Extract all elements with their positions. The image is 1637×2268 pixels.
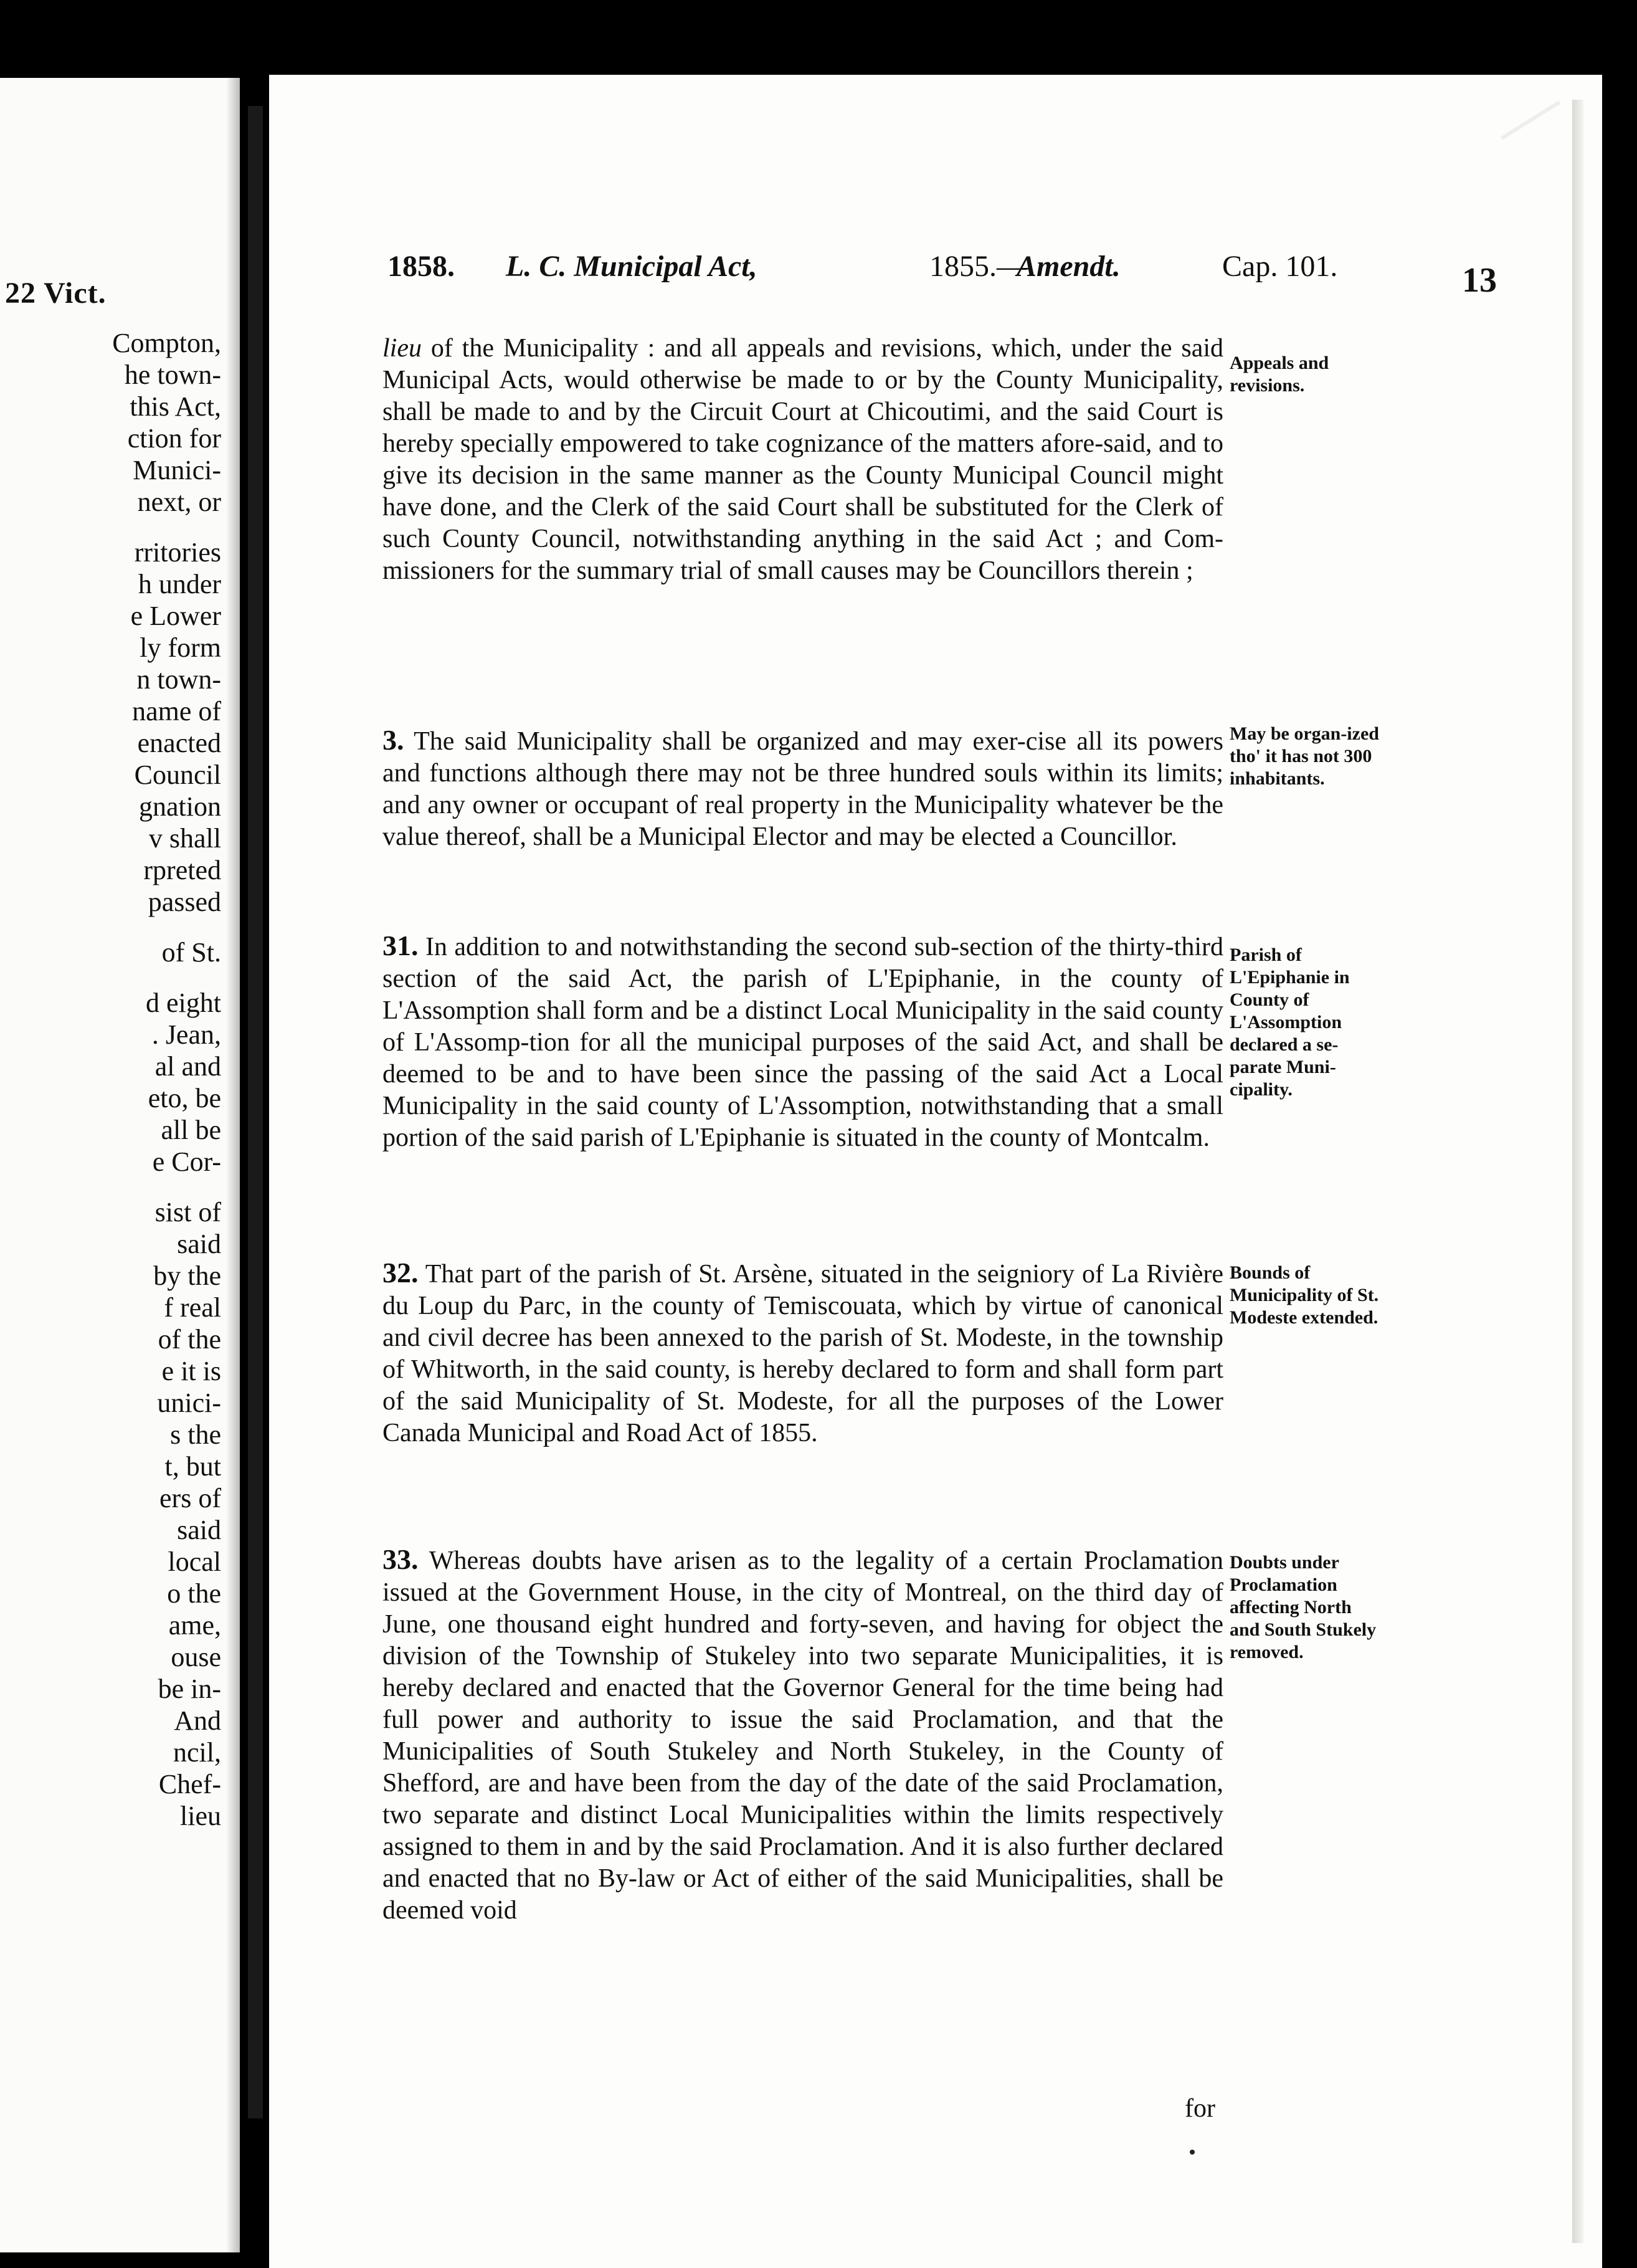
left-page-line: local: [168, 1546, 221, 1577]
margin-note-modeste: Bounds of Municipality of St. Modeste extended.: [1230, 1262, 1379, 1328]
page-edge: [1572, 100, 1583, 2243]
continuation-text: of the Municipality : and all appeals and revisions, which, under the said Municipal Acts, would otherwise be made to or by the County Municipality, shall be made to and by the Circuit Court at Chicoutimi, and the said Court is hereby specially empowered to take cognizance of the matters afore-said, and to give its decision in the same manner as the County Municipal Council might have done, and the Clerk of the said Court shall be substituted for the Clerk of such County Council, notwithstanding anything in the said Act ; and Com-missioners for the summary trial of small causes may be Councillors therein ;: [382, 334, 1223, 585]
header-year-2: 1855.—: [929, 250, 1027, 283]
left-page-line: e Lower: [130, 601, 221, 631]
left-page-line: ncil,: [173, 1737, 221, 1768]
left-page-line: v shall: [148, 823, 221, 854]
gutter-shadow: [226, 78, 240, 2252]
right-page: [269, 75, 1602, 2268]
left-page-line: all be: [161, 1115, 221, 1145]
left-page-line: ly form: [140, 632, 221, 663]
left-page-line: he town-: [124, 360, 221, 390]
page-number: 13: [1462, 261, 1497, 300]
left-page-line: rritories: [134, 537, 221, 568]
left-page-line: name of: [132, 696, 221, 727]
header-title: L. C. Municipal Act,: [506, 250, 757, 283]
section-3: [382, 698, 1223, 879]
left-page-line: passed: [148, 887, 221, 917]
left-page-line: unici-: [157, 1388, 221, 1418]
left-page-line: Compton,: [112, 328, 221, 358]
left-page-line: be in-: [158, 1674, 221, 1704]
ink-dot: [1190, 2150, 1195, 2155]
left-page-line: of the: [158, 1324, 221, 1355]
left-page-line: this Act,: [130, 391, 221, 422]
left-page-line: lieu: [180, 1801, 221, 1831]
left-page-line: ouse: [171, 1642, 221, 1672]
section-32-text: That part of the parish of St. Arsène, situated in the seigniory of La Rivière du Loup du Parc, in the county of Temiscouata, which by virtue of canonical and civil decree has been annexed to the parish of St. Modeste, in the township of Whitworth, in the said county, is hereby declared to form and shall form part of the said Municipality of St. Modeste, for all the purposes of the Lower Canada Municipal and Road Act of 1855.: [382, 1260, 1223, 1447]
left-page-line: s the: [170, 1419, 221, 1450]
left-page-line: al and: [154, 1051, 221, 1082]
page-gutter: [248, 106, 263, 2118]
left-page-line: gnation: [139, 791, 221, 822]
scan-mark: [1501, 100, 1560, 140]
left-page-line: f real: [164, 1292, 221, 1323]
left-page-line: . Jean,: [151, 1019, 221, 1050]
section-32: [382, 1231, 1223, 1475]
left-page-line: o the: [167, 1578, 221, 1609]
catchword: for: [1185, 2094, 1215, 2123]
header-amendment: Amendt.: [1017, 250, 1121, 283]
left-page-line: n town-: [136, 664, 221, 695]
section-31-number: 31.: [382, 930, 419, 961]
section-33-number: 33.: [382, 1543, 419, 1575]
left-page-line: ction for: [127, 423, 221, 454]
section-33-text: Whereas doubts have arisen as to the legality of a certain Proclamation issued at the Government House, in the city of Montreal, on the third day of June, one thousand eight hundred and forty-seven, and having for object the division of the Township of Stukeley into two separate Municipalities, it is hereby declared and enacted that the Governor General for the time being had full power and authority to issue the said Proclamation, and that the Municipalities of South Stukeley and North Stukeley, in the County of Shefford, are and have been from the day of the date of the said Proclamation, two separate and distinct Local Municipalities within the limits respectively assigned to them in and by the said Proclamation. And it is also further declared and enacted that no By-law or Act of either of the said Municipalities, shall be deemed void: [382, 1546, 1223, 1925]
running-header: [387, 249, 1497, 300]
left-page-line: eto, be: [148, 1083, 221, 1113]
left-page-line: next, or: [137, 487, 221, 517]
section-31-text: In addition to and notwithstanding the second sub-section of the thirty-third section of the said Act, the parish of L'Epiphanie, in the county of L'Assomption shall form and be a distinct Local Municipality in the said county of L'Assomp-tion for all the municipal purposes of the said Act, and shall be deemed to be and to have been since the passing of the said Act a Local Municipality in the said county of L'Assomption, notwithstanding that a small portion of the said parish of L'Epiphanie is situated in the county of Montcalm.: [382, 933, 1223, 1152]
left-page-line: d eight: [146, 988, 221, 1018]
left-page-line: sist of: [154, 1197, 221, 1227]
left-page-line: t, but: [164, 1451, 221, 1482]
left-page-header: 22 Vict.: [5, 277, 107, 310]
header-chapter: Cap. 101.: [1222, 250, 1338, 283]
left-page-line: Council: [134, 760, 221, 790]
section-3-text: The said Municipality shall be organized and may exer-cise all its powers and functions although there may not be three hundred souls within its limits; and any owner or occupant of real property in the Municipality whatever be the value thereof, shall be a Municipal Elector and may be elected a Councillor.: [382, 727, 1223, 851]
left-page-fragment: [0, 78, 240, 2252]
section-31: [382, 903, 1223, 1180]
header-year: 1858.: [387, 250, 455, 283]
left-page-line: ame,: [168, 1610, 221, 1641]
left-page-line: said: [177, 1229, 221, 1259]
section-3-number: 3.: [382, 724, 404, 756]
section-32-number: 32.: [382, 1257, 419, 1289]
left-page-line: by the: [153, 1260, 221, 1291]
margin-note-appeals: Appeals and revisions.: [1230, 353, 1329, 396]
left-page-line: And: [174, 1705, 221, 1736]
left-page-line: e Cor-: [152, 1146, 221, 1177]
margin-note-organized: May be organ-ized tho' it has not 300 inhabitants.: [1230, 723, 1379, 789]
left-page-line: h under: [138, 569, 221, 599]
continuation-lead: lieu: [382, 334, 422, 363]
left-page-line: Chef-: [158, 1769, 221, 1799]
margin-note-stukeley: Doubts under Proclamation affecting North and South Stukely removed.: [1230, 1552, 1377, 1662]
left-page-line: of St.: [161, 937, 221, 968]
section-33: [382, 1517, 1223, 1953]
left-page-line: said: [177, 1515, 221, 1545]
left-page-line: e it is: [161, 1356, 221, 1386]
left-page-line: rpreted: [143, 855, 221, 885]
left-page-line: ers of: [159, 1483, 221, 1513]
continuation-paragraph: [382, 307, 1223, 613]
left-page-line: Munici-: [133, 455, 221, 485]
left-page-line: enacted: [137, 728, 221, 758]
margin-note-epiphanie: Parish of L'Epiphanie in County of L'Assomption declared a se-parate Muni-cipality.: [1230, 945, 1350, 1100]
